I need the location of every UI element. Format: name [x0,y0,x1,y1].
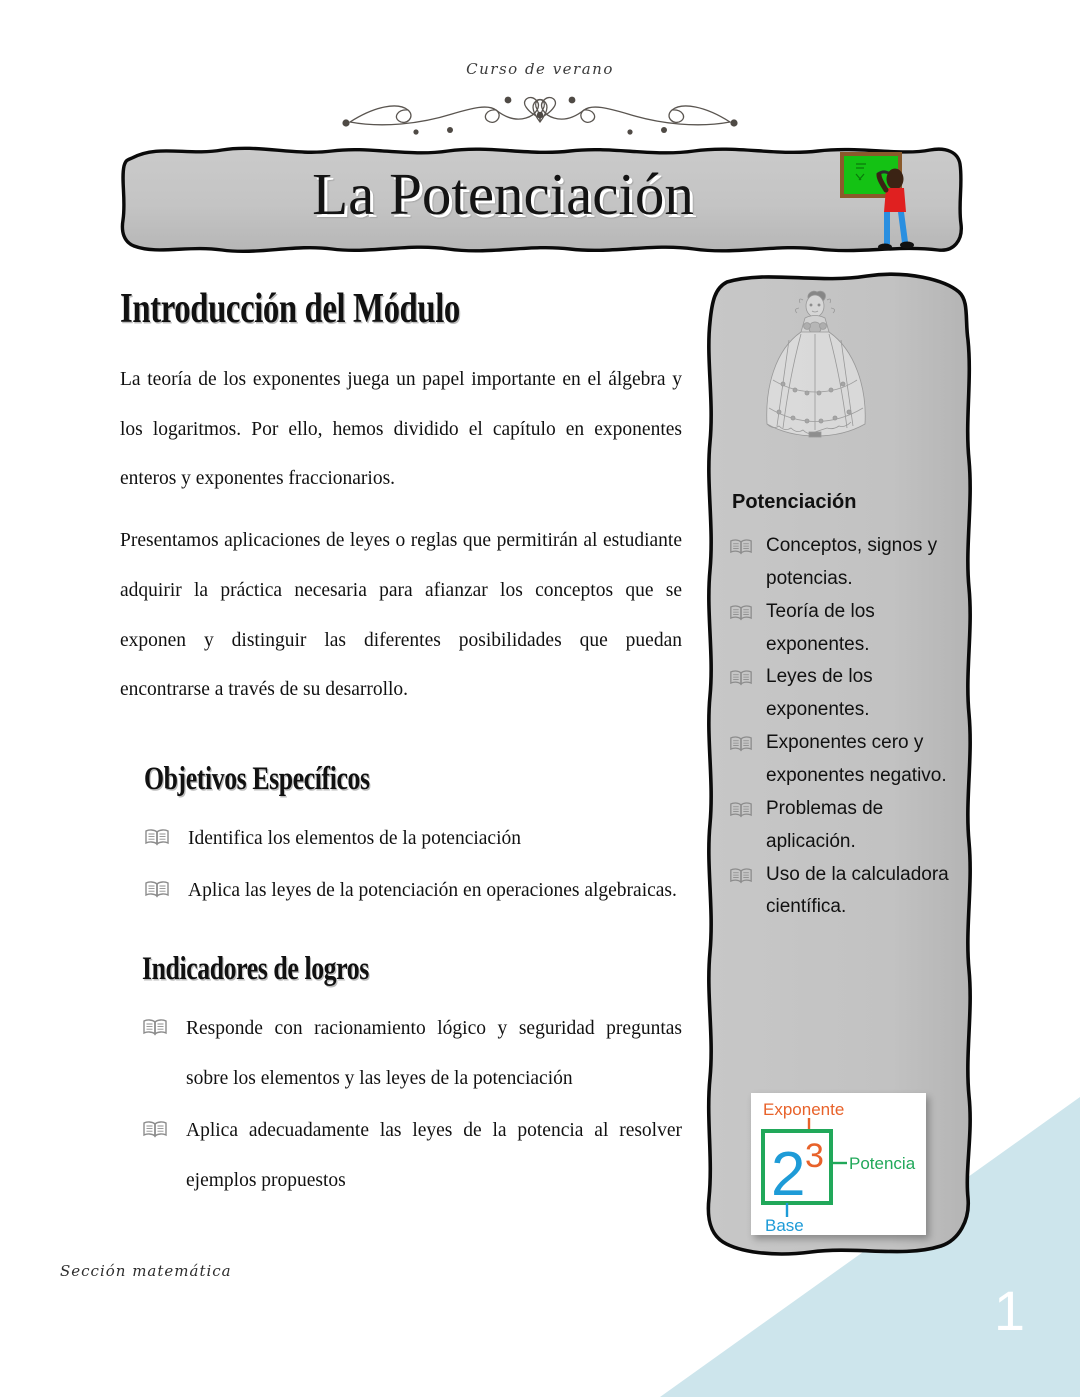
list-item [144,814,682,864]
sidebar-content [697,268,982,1262]
list-item-text: Identifica los elementos de la potenciación [188,828,521,850]
label-exponente: Exponente [763,1100,845,1119]
flourish-divider-icon [320,88,760,140]
objetivos-list [144,814,682,915]
list-item [724,596,966,662]
list-item [724,530,966,596]
list-item-text: Leyes de los exponentes. [766,666,873,721]
list-item [724,793,966,859]
book-bullet-icon [729,867,753,884]
main-content-column [120,285,682,1207]
book-bullet-icon [729,669,753,686]
book-bullet-icon [142,1018,168,1036]
sidebar-panel [697,268,982,1262]
list-item-text: Exponentes cero y exponentes negativo. [766,732,947,787]
intro-heading: Introducción del Módulo [120,286,460,332]
list-item-text: Teoría de los exponentes. [766,600,875,655]
indicadores-list [142,1004,682,1205]
book-bullet-icon [729,538,753,555]
list-item [724,859,966,925]
list-item [144,866,682,916]
list-item-text: Problemas de aplicación. [766,797,884,852]
book-bullet-icon [144,828,170,846]
sidebar-heading: Potenciación [732,491,857,513]
running-title: Curso de verano [466,60,614,78]
list-item-text: Uso de la calculadora científica. [766,863,949,918]
label-base: Base [765,1216,804,1235]
objetivos-section [120,761,682,915]
book-bullet-icon [729,735,753,752]
list-item-text: Aplica las leyes de la potenciación en operaciones algebraicas. [188,879,677,901]
book-bullet-icon [144,880,170,898]
exponent-value: 3 [805,1137,824,1175]
list-item-text: Aplica adecuadamente las leyes de la potencia al resolver ejemplos propuestos [186,1119,682,1191]
list-item [142,1106,682,1205]
page-title: La Potenciación [312,161,694,227]
pollera-dancer-illustration [755,284,875,449]
list-item [142,1004,682,1103]
list-item [724,661,966,727]
footer-section-label: Sección matemática [60,1262,232,1280]
label-potencia: Potencia [849,1154,916,1173]
intro-paragraph-2: Presentamos aplicaciones de leyes o reglas que permitirán al estudiante adquirir la práctica necesaria para afianzar los conceptos que se exponen y distinguir las diferentes posibilidades que puedan encontrarse a través de su desarrollo. [120,530,682,701]
sidebar-topic-list [724,530,966,924]
power-diagram [751,1093,926,1235]
intro-paragraph-1: La teoría de los exponentes juega un papel importante en el álgebra y los logaritmos. Por ello, hemos dividido el capítulo en exponentes enteros y exponentes fraccionarios. [120,369,682,490]
title-banner [118,142,966,258]
teacher-chalkboard-icon [834,148,924,256]
page-number: 1 [993,1279,1025,1342]
base-value: 2 [771,1140,806,1209]
objetivos-heading: Objetivos Específicos [144,761,370,798]
list-item-text: Conceptos, signos y potencias. [766,535,938,589]
indicadores-section [120,951,682,1205]
book-bullet-icon [729,801,753,818]
book-bullet-icon [729,604,753,621]
list-item-text: Responde con racionamiento lógico y seguridad preguntas sobre los elementos y las leyes de la potenciación [186,1018,682,1090]
book-bullet-icon [142,1120,168,1138]
power-diagram-card [751,1093,926,1235]
list-item [724,727,966,793]
indicadores-heading: Indicadores de logros [142,951,369,988]
